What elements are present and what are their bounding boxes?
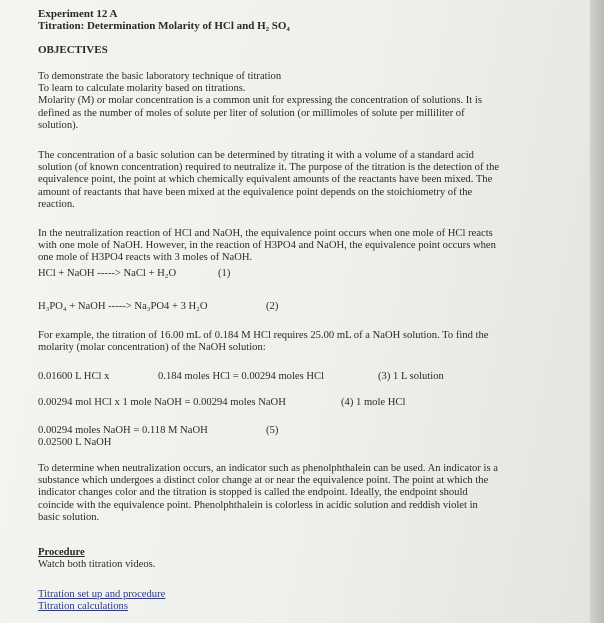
document-title: Titration: Determination Molarity of HCl and H₂ SO₄ <box>38 20 290 32</box>
indicator-paragraph <box>38 463 538 524</box>
text-line: reaction. <box>38 198 75 210</box>
text-line: one mole of H3PO4 reacts with 3 moles of NaOH. <box>38 252 253 264</box>
procedure-text: Watch both titration videos. <box>38 559 156 570</box>
text-line: indicator changes color and the titration is stopped is called the endpoint. Ideally, the endpoint should <box>38 487 468 499</box>
text-line: The concentration of a basic solution can be determined by titrating it with a volume of a standard acid <box>38 150 474 161</box>
text-line: solution (of known concentration) required to neutralize it. The purpose of the titration is the detection of the <box>38 162 500 174</box>
calc-row-1-left: 0.01600 L HCl x <box>38 371 110 382</box>
text-line: molarity (molar concentration) of the NaOH solution: <box>38 342 266 354</box>
objectives-paragraph-1 <box>38 71 538 132</box>
text-line: equivalence point, the point at which chemically equivalent amounts of the reactants have been mixed. The <box>38 174 493 186</box>
calc-row-3-left: 0.00294 moles NaOH = 0.118 M NaOH <box>38 425 208 436</box>
text-line: For example, the titration of 16.00 mL of 0.184 M HCl requires 25.00 mL of a NaOH solution. To find the <box>38 330 489 341</box>
link-titration-calculations[interactable]: Titration calculations <box>38 601 128 612</box>
text-line: basic solution. <box>38 511 100 523</box>
objectives-heading: OBJECTIVES <box>38 44 108 56</box>
text-line: Molarity (M) or molar concentration is a common unit for expressing the concentration of solutions. It is <box>38 95 482 107</box>
text-line: with one mole of NaOH. However, in the reaction of H3PO4 and NaOH, the equivalence point occurs when <box>38 240 496 252</box>
calc-row-2-left: 0.00294 mol HCl x 1 mole NaOH = 0.00294 moles NaOH <box>38 397 286 408</box>
calc-row-1-middle: 0.184 moles HCl = 0.00294 moles HCl <box>158 371 325 382</box>
calc-row-3-number: (5) <box>266 425 279 436</box>
page-edge-shadow <box>590 0 604 623</box>
example-intro <box>38 330 538 354</box>
objectives-paragraph-2 <box>38 150 538 211</box>
text-line: To learn to calculate molarity based on titrations. <box>38 83 246 95</box>
equation-2-number: (2) <box>266 301 279 312</box>
text-line: substance which undergoes a distinct color change at or near the equivalence point. The point at which the <box>38 475 489 487</box>
experiment-number: Experiment 12 A <box>38 8 118 20</box>
equation-1-number: (1) <box>218 268 231 279</box>
text-line: To demonstrate the basic laboratory technique of titration <box>38 71 282 82</box>
procedure-heading: Procedure <box>38 547 85 558</box>
calc-row-3-denominator: 0.02500 L NaOH <box>38 437 112 448</box>
link-titration-setup[interactable]: Titration set up and procedure <box>38 589 166 600</box>
text-line: solution). <box>38 119 79 131</box>
equation-2: H₃PO₄ + NaOH -----> Na₃PO4 + 3 H₂O <box>38 301 208 312</box>
text-line: coincide with the equivalence point. Phenolphthalein is colorless in acidic solution and reddish violet in <box>38 499 478 511</box>
text-line: amount of reactants that have been mixed at the equivalence point depends on the stoichiometry of the <box>38 186 473 198</box>
calc-row-2-right: (4) 1 mole HCl <box>341 397 406 408</box>
calc-row-1-right: (3) 1 L solution <box>378 371 444 382</box>
equation-1: HCl + NaOH -----> NaCl + H₂O <box>38 268 177 279</box>
objectives-paragraph-3 <box>38 228 538 265</box>
text-line: In the neutralization reaction of HCl and NaOH, the equivalence point occurs when one mole of HCl reacts <box>38 228 493 239</box>
text-line: To determine when neutralization occurs, an indicator such as phenolphthalein can be used. An indicator is a <box>38 463 498 474</box>
text-line: defined as the number of moles of solute per liter of solution (or millimoles of solute per milliliter of <box>38 107 465 119</box>
